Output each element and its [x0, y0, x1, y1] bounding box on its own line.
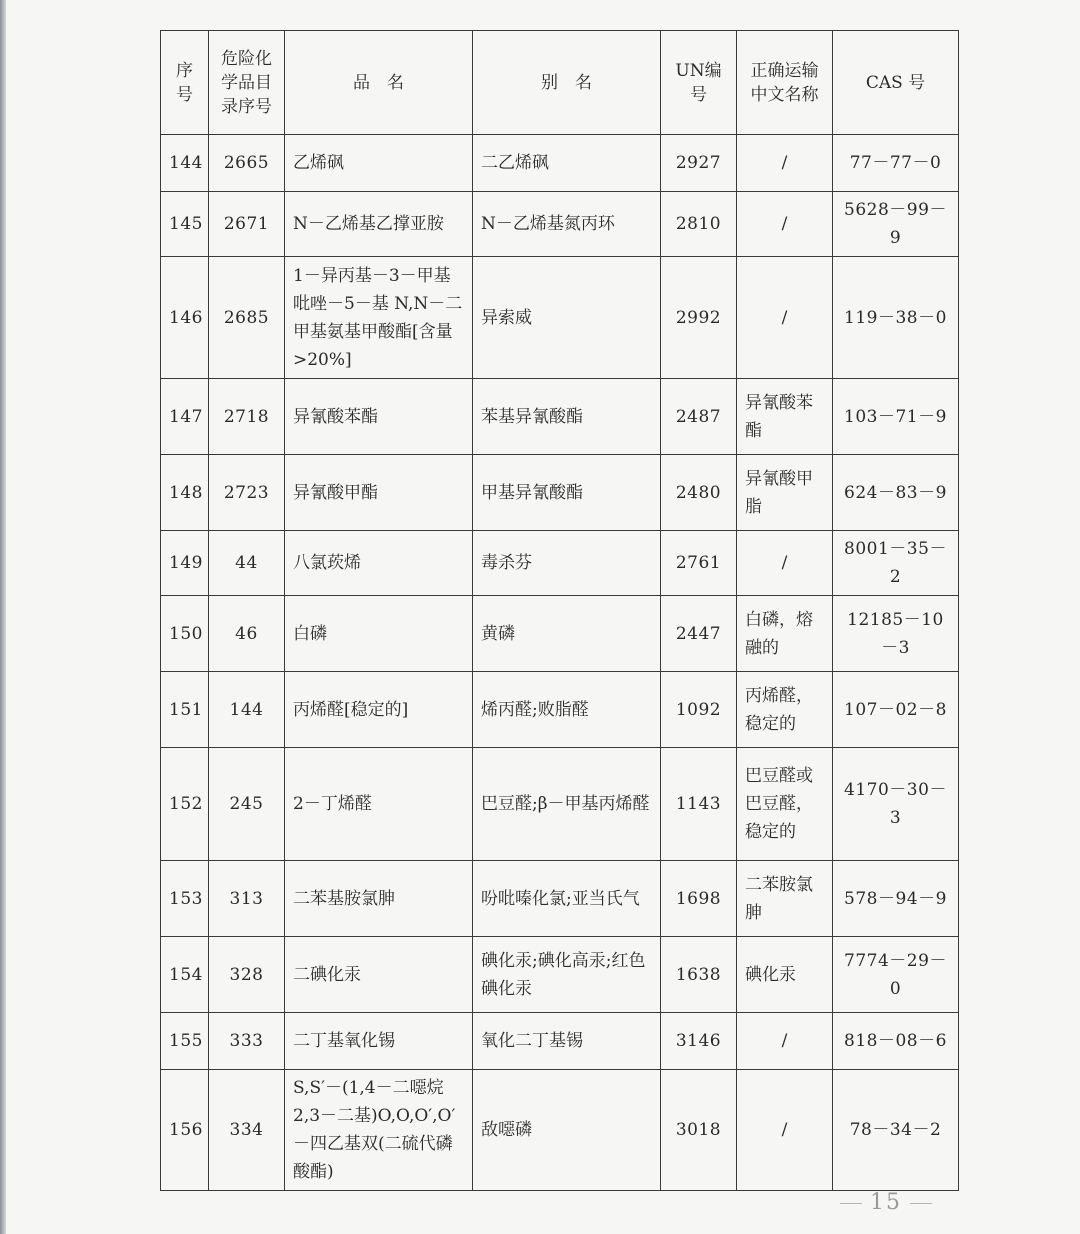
- page-number-dash-right: [910, 1203, 932, 1204]
- cell-name: N－乙烯基乙撑亚胺: [285, 192, 473, 257]
- cell-transport-name: 异氰酸苯酯: [737, 379, 833, 455]
- cell-transport-name: 二苯胺氯胂: [737, 861, 833, 937]
- cell-un: 2810: [661, 192, 737, 257]
- cell-cas: 4170－30－3: [833, 748, 959, 861]
- header-transport-name: 正确运输中文名称: [737, 31, 833, 135]
- cell-alias: 毒杀芬: [473, 531, 661, 596]
- table-row: [161, 531, 959, 596]
- cell-cas: 12185－10－3: [833, 596, 959, 672]
- header-catalog-no: 危险化学品目录序号: [209, 31, 285, 135]
- table-row: [161, 672, 959, 748]
- cell-alias: 敌噁磷: [473, 1070, 661, 1191]
- cell-seq: 148: [161, 455, 209, 531]
- cell-un: 1092: [661, 672, 737, 748]
- cell-cas: 8001－35－2: [833, 531, 959, 596]
- table-row: [161, 379, 959, 455]
- page-number-text: 15: [870, 1190, 902, 1215]
- cell-catalog-no: 2671: [209, 192, 285, 257]
- table-row: [161, 748, 959, 861]
- cell-catalog-no: 2723: [209, 455, 285, 531]
- cell-cas: 77－77－0: [833, 135, 959, 192]
- cell-cas: 578－94－9: [833, 861, 959, 937]
- cell-alias: 异索威: [473, 257, 661, 379]
- cell-catalog-no: 144: [209, 672, 285, 748]
- header-alias: 别 名: [473, 31, 661, 135]
- cell-cas: 78－34－2: [833, 1070, 959, 1191]
- cell-seq: 155: [161, 1013, 209, 1070]
- header-seq: 序号: [161, 31, 209, 135]
- cell-alias: 苯基异氰酸酯: [473, 379, 661, 455]
- cell-alias: 吩吡嗪化氯;亚当氏气: [473, 861, 661, 937]
- cell-seq: 146: [161, 257, 209, 379]
- cell-transport-name: 巴豆醛或巴豆醛，稳定的: [737, 748, 833, 861]
- cell-catalog-no: 2665: [209, 135, 285, 192]
- page-number: [826, 1190, 946, 1215]
- cell-seq: 152: [161, 748, 209, 861]
- cell-name: 2－丁烯醛: [285, 748, 473, 861]
- hazardous-chemicals-table: [160, 30, 959, 1191]
- cell-transport-name: /: [737, 1013, 833, 1070]
- cell-un: 2447: [661, 596, 737, 672]
- cell-catalog-no: 44: [209, 531, 285, 596]
- cell-alias: 甲基异氰酸酯: [473, 455, 661, 531]
- cell-transport-name: /: [737, 531, 833, 596]
- cell-cas: 107－02－8: [833, 672, 959, 748]
- cell-catalog-no: 313: [209, 861, 285, 937]
- cell-seq: 153: [161, 861, 209, 937]
- cell-seq: 156: [161, 1070, 209, 1191]
- cell-catalog-no: 2718: [209, 379, 285, 455]
- cell-catalog-no: 46: [209, 596, 285, 672]
- cell-name: 异氰酸苯酯: [285, 379, 473, 455]
- table-row: [161, 1013, 959, 1070]
- cell-seq: 149: [161, 531, 209, 596]
- cell-name: 八氯莰烯: [285, 531, 473, 596]
- cell-un: 2927: [661, 135, 737, 192]
- cell-catalog-no: 245: [209, 748, 285, 861]
- cell-un: 1638: [661, 937, 737, 1013]
- cell-un: 1698: [661, 861, 737, 937]
- cell-alias: 烯丙醛;败脂醛: [473, 672, 661, 748]
- cell-name: 乙烯砜: [285, 135, 473, 192]
- cell-cas: 5628－99－9: [833, 192, 959, 257]
- table-row: [161, 937, 959, 1013]
- table-row: [161, 596, 959, 672]
- cell-name: 丙烯醛[稳定的]: [285, 672, 473, 748]
- cell-un: 3018: [661, 1070, 737, 1191]
- cell-alias: N－乙烯基氮丙环: [473, 192, 661, 257]
- cell-un: 2761: [661, 531, 737, 596]
- cell-transport-name: 碘化汞: [737, 937, 833, 1013]
- table-row: [161, 455, 959, 531]
- cell-name: 白磷: [285, 596, 473, 672]
- cell-seq: 151: [161, 672, 209, 748]
- cell-catalog-no: 334: [209, 1070, 285, 1191]
- cell-un: 3146: [661, 1013, 737, 1070]
- page-number-dash-left: [840, 1203, 862, 1204]
- cell-cas: 119－38－0: [833, 257, 959, 379]
- cell-transport-name: 白磷，熔融的: [737, 596, 833, 672]
- cell-un: 2480: [661, 455, 737, 531]
- cell-seq: 144: [161, 135, 209, 192]
- cell-name: 二丁基氧化锡: [285, 1013, 473, 1070]
- cell-alias: 氧化二丁基锡: [473, 1013, 661, 1070]
- cell-transport-name: /: [737, 1070, 833, 1191]
- cell-catalog-no: 2685: [209, 257, 285, 379]
- cell-cas: 818－08－6: [833, 1013, 959, 1070]
- cell-un: 2487: [661, 379, 737, 455]
- cell-transport-name: /: [737, 135, 833, 192]
- page-binding-edge: [0, 0, 6, 1234]
- cell-name: 异氰酸甲酯: [285, 455, 473, 531]
- header-name: 品 名: [285, 31, 473, 135]
- header-cas: CAS 号: [833, 31, 959, 135]
- cell-seq: 147: [161, 379, 209, 455]
- cell-seq: 145: [161, 192, 209, 257]
- cell-transport-name: /: [737, 257, 833, 379]
- cell-un: 2992: [661, 257, 737, 379]
- cell-transport-name: /: [737, 192, 833, 257]
- table-row: [161, 135, 959, 192]
- cell-catalog-no: 328: [209, 937, 285, 1013]
- cell-transport-name: 异氰酸甲脂: [737, 455, 833, 531]
- cell-alias: 巴豆醛;β－甲基丙烯醛: [473, 748, 661, 861]
- cell-name: S,S′－(1,4－二噁烷 2,3－二基)O,O,O′,O′－四乙基双(二硫代磷酸酯): [285, 1070, 473, 1191]
- cell-alias: 碘化汞;碘化高汞;红色碘化汞: [473, 937, 661, 1013]
- cell-name: 二碘化汞: [285, 937, 473, 1013]
- cell-name: 1－异丙基－3－甲基吡唑－5－基 N,N－二甲基氨基甲酸酯[含量>20%]: [285, 257, 473, 379]
- cell-un: 1143: [661, 748, 737, 861]
- table-row: [161, 1070, 959, 1191]
- cell-seq: 154: [161, 937, 209, 1013]
- cell-cas: 103－71－9: [833, 379, 959, 455]
- cell-alias: 黄磷: [473, 596, 661, 672]
- table-row: [161, 192, 959, 257]
- header-un: UN编号: [661, 31, 737, 135]
- cell-cas: 7774－29－0: [833, 937, 959, 1013]
- cell-seq: 150: [161, 596, 209, 672]
- cell-alias: 二乙烯砜: [473, 135, 661, 192]
- cell-transport-name: 丙烯醛，稳定的: [737, 672, 833, 748]
- cell-catalog-no: 333: [209, 1013, 285, 1070]
- table-row: [161, 861, 959, 937]
- table-body: [161, 135, 959, 1191]
- cell-cas: 624－83－9: [833, 455, 959, 531]
- cell-name: 二苯基胺氯胂: [285, 861, 473, 937]
- table-row: [161, 257, 959, 379]
